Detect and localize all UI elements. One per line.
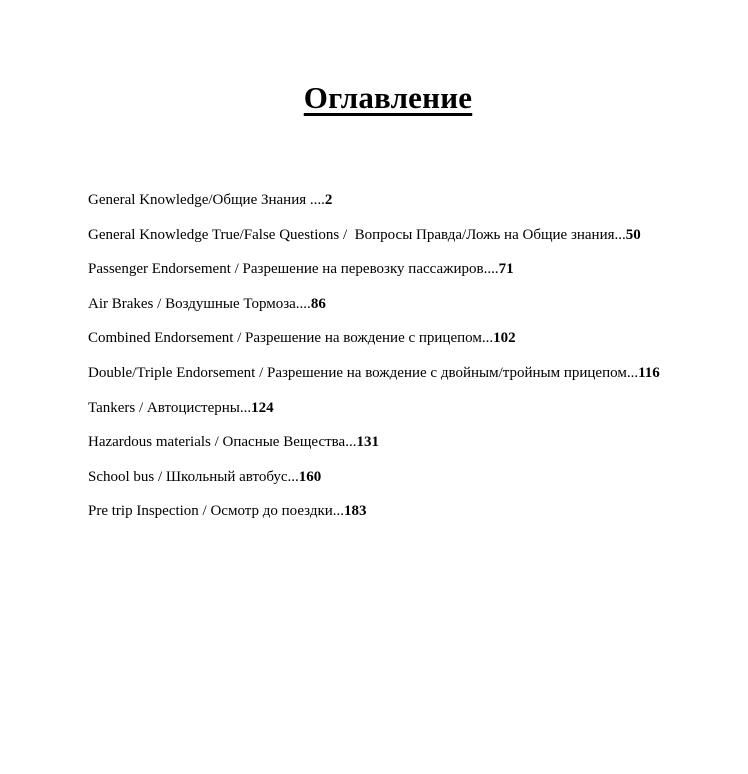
toc-entry-page-number: 183 xyxy=(344,503,367,520)
toc-entry-label: General Knowledge/Общие Знания .... xyxy=(88,192,325,208)
toc-entry-page-number: 102 xyxy=(493,330,516,347)
toc-entry-combined-endorsement xyxy=(88,328,660,363)
toc-entry-label: Double/Triple Endorsement / Разрешение на вождение с двойным/тройным прицепом... xyxy=(88,364,639,381)
toc-entry-true-false-questions xyxy=(88,225,660,260)
toc-entry-hazardous-materials xyxy=(88,432,660,467)
toc-entry-label: School bus / Школьный автобус... xyxy=(88,468,299,485)
toc-entry-page-number: 131 xyxy=(356,434,379,451)
toc-entry-label: Pre trip Inspection / Осмотр до поездки... xyxy=(88,503,345,520)
toc-entry-double-triple-endorsement xyxy=(88,363,660,398)
toc-entry-passenger-endorsement xyxy=(88,259,660,294)
toc-entry-general-knowledge xyxy=(88,190,660,225)
toc-entry-label: Passenger Endorsement / Разрешение на перевозку пассажиров.... xyxy=(88,261,499,278)
toc-entry-tankers xyxy=(88,398,660,433)
toc-entry-pre-trip-inspection xyxy=(88,501,660,536)
toc-entry-page-number: 86 xyxy=(310,295,326,312)
toc-entry-page-number: 124 xyxy=(251,399,274,416)
toc-entry-school-bus xyxy=(88,467,660,502)
toc-entry-page-number: 71 xyxy=(498,261,514,278)
page-title: Оглавление xyxy=(303,80,473,115)
toc-entry-label: Combined Endorsement / Разрешение на вождение с прицепом... xyxy=(88,330,494,347)
toc-entry-label: General Knowledge True/False Questions / Вопросы Правда/Ложь на Общие знания... xyxy=(88,226,626,243)
table-of-contents xyxy=(88,190,660,536)
toc-entry-air-brakes xyxy=(88,294,660,329)
toc-entry-page-number: 2 xyxy=(324,192,333,208)
toc-entry-page-number: 50 xyxy=(625,226,641,243)
toc-entry-label: Tankers / Автоцистерны... xyxy=(88,399,252,416)
toc-entry-page-number: 116 xyxy=(638,364,660,381)
toc-entry-label: Air Brakes / Воздушные Тормоза.... xyxy=(88,295,311,312)
toc-entry-page-number: 160 xyxy=(298,468,322,485)
toc-entry-label: Hazardous materials / Опасные Вещества... xyxy=(88,434,357,451)
